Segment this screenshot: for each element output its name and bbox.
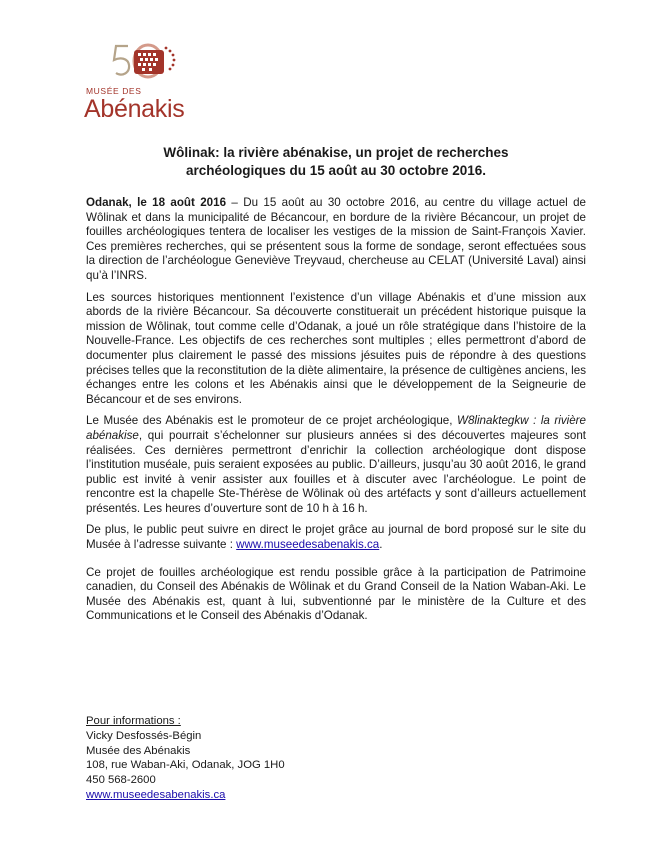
logo-abenakis-text: Abénakis <box>84 95 185 123</box>
document-title <box>86 144 586 180</box>
paragraph-4 <box>86 523 586 552</box>
paragraph-1 <box>86 196 586 284</box>
title-line-2: archéologiques du 15 août au 30 octobre 2016. <box>185 163 487 178</box>
museum-logo <box>86 42 196 122</box>
contact-website-link[interactable]: www.museedesabenakis.ca <box>86 788 226 801</box>
title-line-1: Wôlinak: la rivière abénakise, un projet de recherches <box>163 145 509 160</box>
paragraph-2: Les sources historiques mentionnent l’existence d’un village Abénakis et d’une mission aux abords de la rivière Bécancour. Sa découverte constituerait un précédent historique puisque la mission de Wôlinak, tout comme celle d’Odanak, a joué un rôle stratégique dans l’histoire de la Nouvelle-France. Les objectifs de ces recherches sont multiples ; elles permettront d’abord de documenter plus clairement le passé des missions jésuites puis de répondre à des questions précises telles que la reconstitution de la diète alimentaire, la présence de cultigènes anciens, les échanges entre les colons et les Abénakis ainsi que le développement de la Seigneurie de Bécancour et de ses environs. <box>86 290 586 406</box>
paragraph-3-text-b: , qui pourrait s’échelonner sur plusieurs années si des découvertes majeures sont réalisées. Ces dernières permettront d’enrichir la collection archéologique dont dispose l’institution muséale, puis seraient exposées au public. D’ailleurs, jusqu’au 30 août 2016, le grand public est invité à venir assister aux fouilles et à discuter avec l’archéologue. Le point de rencontre est la chapelle Ste-Thérèse de Wôlinak où des artéfacts y sont d’ailleurs actuellement présentés. Les heures d’ouverture sont de 10 h à 16 h. <box>86 428 586 515</box>
contact-address: 108, rue Waban-Aki, Odanak, JOG 1H0 <box>86 759 285 772</box>
paragraph-5: Ce projet de fouilles archéologique est rendu possible grâce à la participation de Patrimoine canadien, du Conseil des Abénakis de Wôlinak et du Grand Conseil de la Nation Waban-Aki. Le Musée des Abénakis est, quant à lui, subventionné par le ministère de la Culture et des Communications et le Conseil des Abénakis d’Odanak. <box>86 565 586 623</box>
document-body <box>86 196 586 631</box>
paragraph-4-text-a: De plus, le public peut suivre en direct le projet grâce au journal de bord proposé sur le site du Musée à l’adresse suivante : <box>86 523 586 552</box>
contact-phone: 450 568-2600 <box>86 774 156 787</box>
logo-musee-text: MUSÉE DES <box>86 86 142 96</box>
dateline: Odanak, le 18 août 2016 <box>86 196 227 209</box>
paragraph-3 <box>86 414 586 516</box>
contact-name: Vicky Desfossés-Bégin <box>86 729 202 742</box>
project-name: W8linaktegkw : la rivière abénakise <box>86 414 586 442</box>
contact-organization: Musée des Abénakis <box>86 744 191 757</box>
museum-website-link[interactable]: www.museedesabenakis.ca <box>236 538 380 552</box>
paragraph-4-text-b: . <box>379 538 383 552</box>
paragraph-3-text-a: Le Musée des Abénakis est le promoteur de ce projet archéologique, <box>86 414 458 428</box>
paragraph-1-text: – Du 15 août au 30 octobre 2016, au centre du village actuel de Wôlinak et dans la municipalité de Bécancour, en bordure de la rivière Bécancour, un projet de fouilles archéologiques tentera de localiser les vestiges de la mission de Saint-François Xavier. Ces premières recherches, qui se présentent sous la forme de sondage, seront effectuées sous la direction de l’archéologue Geneviève Treyvaud, chercheuse au CELAT (Université Laval) ainsi qu’à l’INRS. <box>86 196 587 282</box>
logo-50-emblem-icon <box>86 42 196 88</box>
contact-heading: Pour informations : <box>86 715 181 727</box>
contact-block <box>86 714 285 803</box>
